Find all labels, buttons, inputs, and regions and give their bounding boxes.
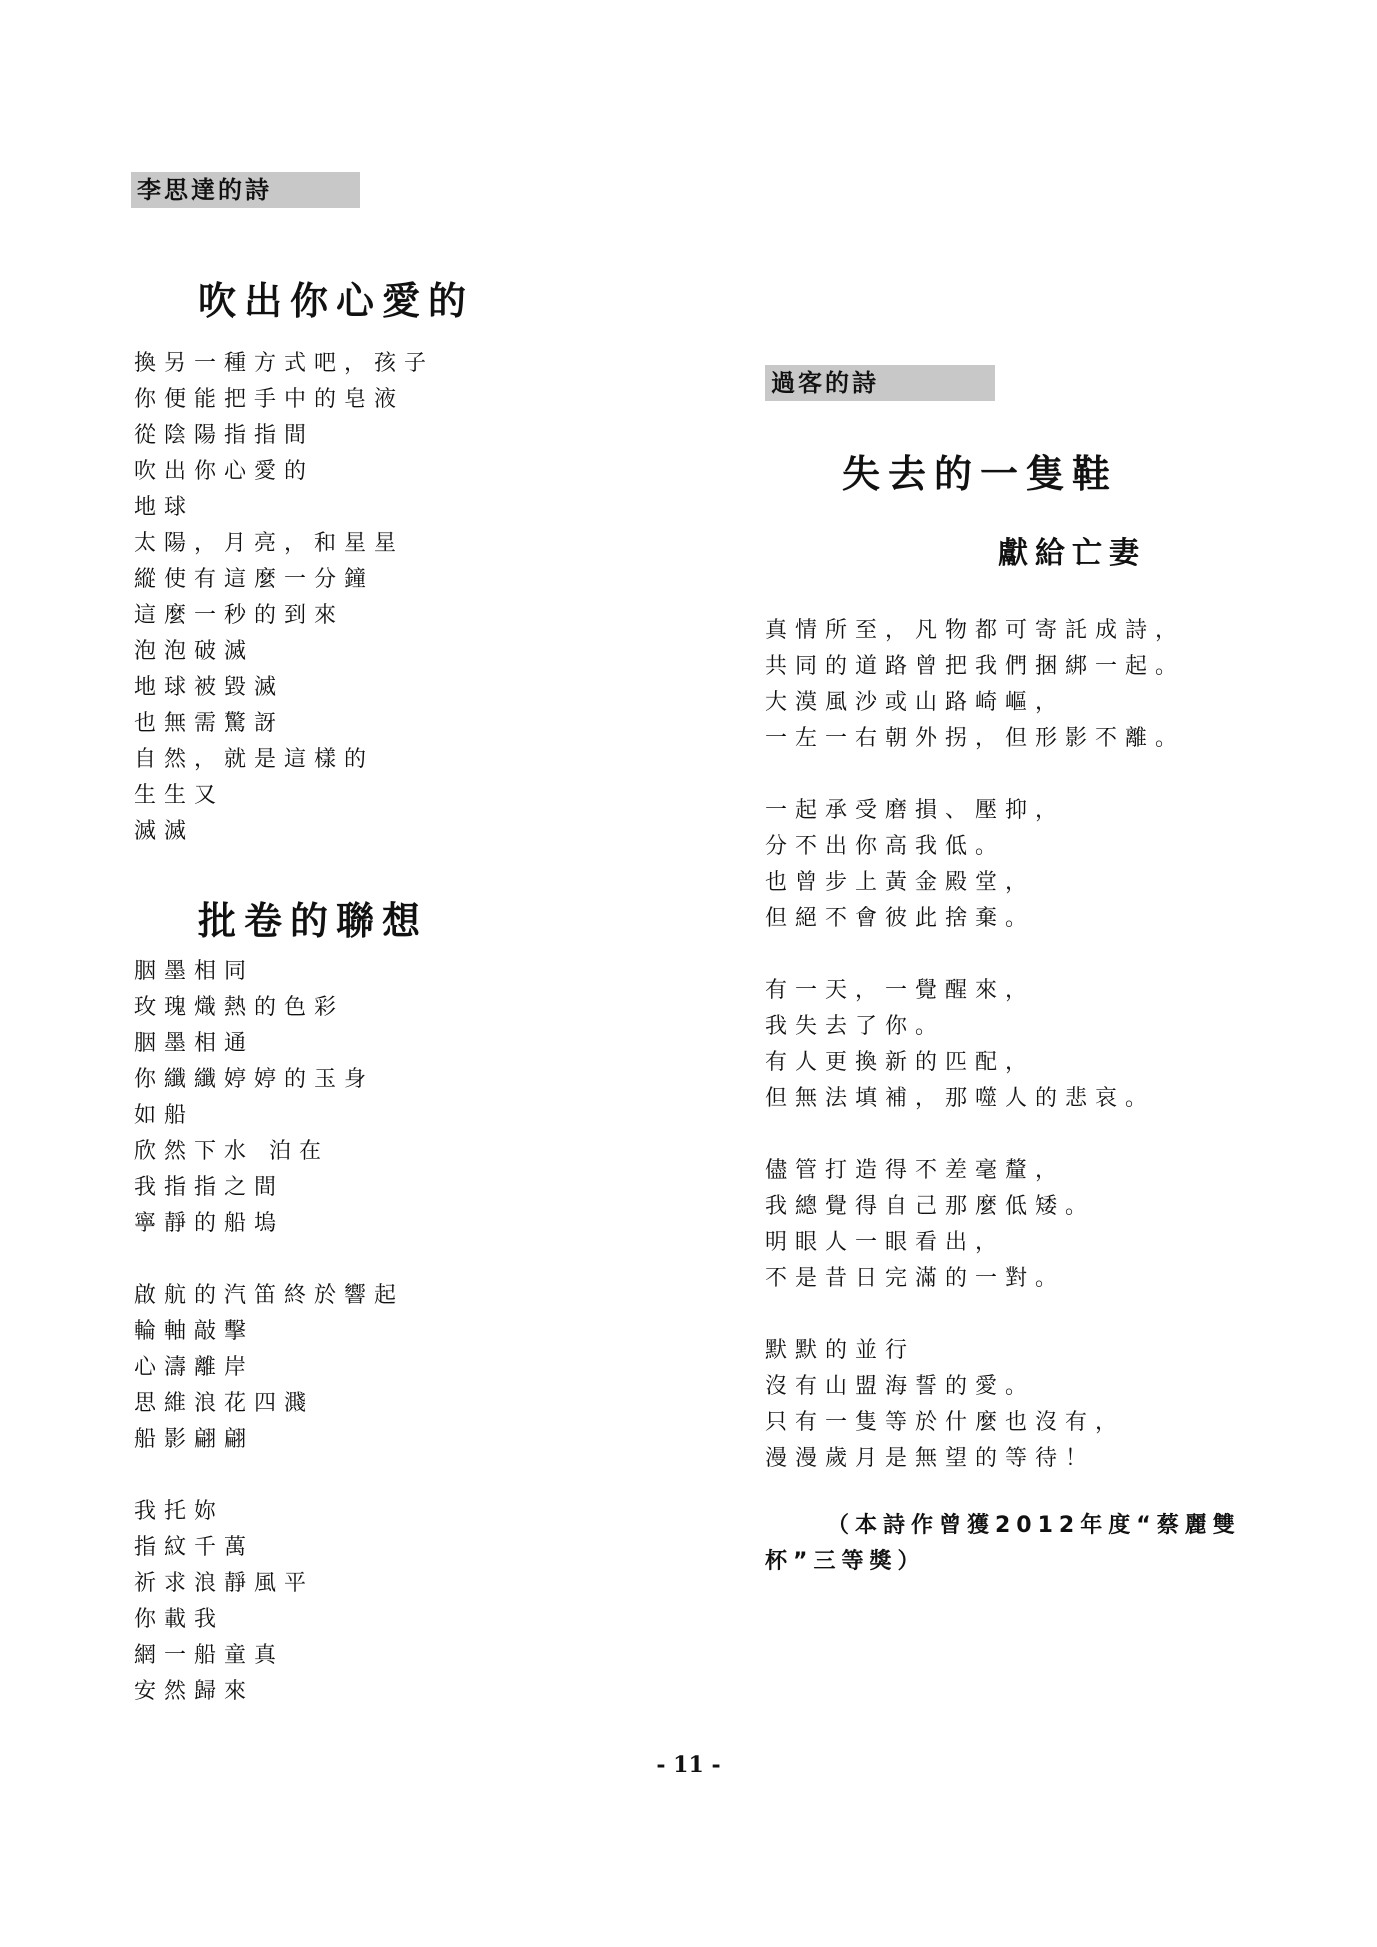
- poem-line: 漫漫歲月是無望的等待！: [765, 1446, 1096, 1471]
- poem-line: 我指指之間: [134, 1175, 285, 1200]
- poem-line: 胭墨相通: [134, 1031, 255, 1056]
- page-number: - 11 -: [656, 1752, 721, 1778]
- poem-line: 只有一隻等於什麼也沒有，: [765, 1410, 1126, 1435]
- poem-line: 玫瑰熾熱的色彩: [134, 995, 345, 1020]
- poem-line: 有人更換新的匹配，: [765, 1050, 1036, 1075]
- poem-line: 祈求浪靜風平: [134, 1571, 315, 1596]
- award-note: [765, 1508, 1265, 1580]
- poem-line: 分不出你高我低。: [765, 834, 1006, 859]
- poem-line: 欣然下水 泊在: [134, 1139, 329, 1164]
- poem-line: 也無需驚訝: [134, 711, 285, 736]
- poem-line: 太陽，月亮，和星星: [134, 531, 405, 556]
- poem-line: 不是昔日完滿的一對。: [765, 1266, 1066, 1291]
- poem-line: 共同的道路曾把我們捆綁一起。: [765, 654, 1186, 679]
- poem-line: 但絕不會彼此捨棄。: [765, 906, 1036, 931]
- poem-line: 我總覺得自己那麼低矮。: [765, 1194, 1096, 1219]
- poem-line: 有一天，一覺醒來，: [765, 978, 1036, 1003]
- poem-line: 泡泡破滅: [134, 639, 255, 664]
- poem-line: 一左一右朝外拐，但形影不離。: [765, 726, 1186, 751]
- poem-line: 心濤離岸: [134, 1355, 255, 1380]
- poem-line: 但無法填補，那噬人的悲哀。: [765, 1086, 1156, 1111]
- poem-line: 我失去了你。: [765, 1014, 946, 1039]
- poem-line: 安然歸來: [134, 1679, 255, 1704]
- poem-line: 大漠風沙或山路崎嶇，: [765, 690, 1066, 715]
- poem-line: 生生又: [134, 783, 225, 808]
- section-tag-left: 李思達的詩: [131, 172, 360, 208]
- poem-line: 一起承受磨損、壓抑，: [765, 798, 1066, 823]
- poem-line: 你纖纖婷婷的玉身: [134, 1067, 375, 1092]
- poem-line: 真情所至，凡物都可寄託成詩，: [765, 618, 1186, 643]
- poem-line: 從陰陽指指間: [134, 423, 315, 448]
- poem-line: 滅滅: [134, 819, 195, 844]
- poem-line: 也曾步上黃金殿堂，: [765, 870, 1036, 895]
- poem-line: 地球: [134, 495, 195, 520]
- section-tag-right: 過客的詩: [765, 365, 995, 401]
- award-note-line-2: 杯”三等獎）: [765, 1549, 926, 1574]
- poem-line: 胭墨相同: [134, 959, 255, 984]
- stanza-gap: [765, 937, 1185, 973]
- poem-line: 自然，就是這樣的: [134, 747, 375, 772]
- poem-line: 輪軸敲擊: [134, 1319, 255, 1344]
- poem-line: 啟航的汽笛終於響起: [134, 1283, 405, 1308]
- poem-line: 換另一種方式吧，孩子: [134, 351, 435, 376]
- poem-line: 這麼一秒的到來: [134, 603, 345, 628]
- stanza-gap: [134, 1242, 404, 1278]
- poem-line: 思維浪花四濺: [134, 1391, 315, 1416]
- poem-line: 吹出你心愛的: [134, 459, 315, 484]
- poem-line: 如船: [134, 1103, 195, 1128]
- award-note-line-1: （本詩作曾獲2012年度“蔡麗雙: [827, 1513, 1241, 1538]
- poem-line: 你便能把手中的皂液: [134, 387, 405, 412]
- poem-line: 你載我: [134, 1607, 225, 1632]
- poem-body-grading: [134, 954, 404, 1710]
- poem-body-lost-shoe: [765, 613, 1185, 1477]
- stanza-gap: [765, 1117, 1185, 1153]
- poem-line: 指紋千萬: [134, 1535, 255, 1560]
- poem-title-blow-out: 吹出你心愛的: [198, 278, 475, 323]
- poem-line: 默默的並行: [765, 1338, 916, 1363]
- poem-line: 縱使有這麼一分鐘: [134, 567, 375, 592]
- poem-line: 沒有山盟海誓的愛。: [765, 1374, 1036, 1399]
- poem-line: 地球被毀滅: [134, 675, 285, 700]
- stanza-gap: [765, 1297, 1185, 1333]
- poem-body-blow-out: [134, 346, 434, 850]
- poem-dedication: 獻給亡妻: [998, 536, 1146, 571]
- poem-line: 船影翩翩: [134, 1427, 255, 1452]
- poem-title-grading: 批卷的聯想: [198, 898, 429, 943]
- stanza-gap: [765, 757, 1185, 793]
- poem-line: 明眼人一眼看出，: [765, 1230, 1006, 1255]
- poem-line: 儘管打造得不差毫釐，: [765, 1158, 1066, 1183]
- poem-line: 寧靜的船塢: [134, 1211, 285, 1236]
- poem-line: 網一船童真: [134, 1643, 285, 1668]
- poem-title-lost-shoe: 失去的一隻鞋: [842, 451, 1119, 496]
- stanza-gap: [134, 1458, 404, 1494]
- poem-line: 我托妳: [134, 1499, 225, 1524]
